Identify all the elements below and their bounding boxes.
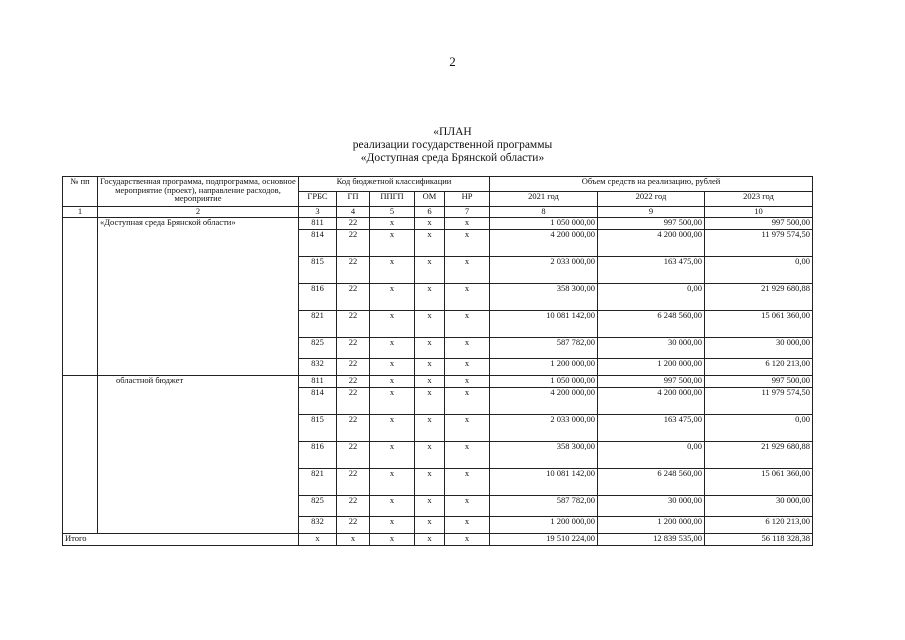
cell-ppgp: х [370,442,415,469]
table-row [63,218,813,230]
col-number-6: 6 [415,207,445,218]
cell-grbs: 825 [299,338,337,359]
cell-grbs: 816 [299,442,337,469]
cell-ppgp: х [370,496,415,517]
cell-y2023: 30 000,00 [705,496,813,517]
cell-y2022: 30 000,00 [598,496,705,517]
total-ppgp: х [370,534,415,546]
cell-y2023: 15 061 360,00 [705,469,813,496]
cell-grbs: 815 [299,415,337,442]
cell-ppgp: х [370,311,415,338]
cell-nr: х [445,496,490,517]
cell-y2022: 0,00 [598,284,705,311]
cell-grbs: 816 [299,284,337,311]
cell-gp: 22 [337,517,370,534]
cell-ppgp: х [370,257,415,284]
total-y2022: 12 839 535,00 [598,534,705,546]
total-nr: х [445,534,490,546]
header-nr: НР [445,192,490,207]
cell-y2021: 10 081 142,00 [490,469,598,496]
header-program: Государственная программа, подпрограмма, основное мероприятие (проект), направление расходов, мероприятие [98,177,299,207]
cell-nr: х [445,284,490,311]
header-row-1 [63,177,813,192]
total-y2023: 56 118 328,38 [705,534,813,546]
col-number-5: 5 [370,207,415,218]
cell-gp: 22 [337,469,370,496]
cell-gp: 22 [337,415,370,442]
cell-om: х [415,257,445,284]
total-label: Итого [63,534,299,546]
cell-om: х [415,469,445,496]
cell-ppgp: х [370,388,415,415]
cell-y2023: 11 979 574,50 [705,230,813,257]
header-year-2021: 2021 год [490,192,598,207]
cell-gp: 22 [337,359,370,376]
cell-y2021: 587 782,00 [490,338,598,359]
cell-om: х [415,388,445,415]
cell-y2021: 1 200 000,00 [490,517,598,534]
col-number-2: 2 [98,207,299,218]
table-row [63,376,813,388]
cell-y2021: 358 300,00 [490,442,598,469]
cell-y2022: 6 248 560,00 [598,469,705,496]
cell-om: х [415,415,445,442]
cell-nr: х [445,442,490,469]
cell-grbs: 814 [299,388,337,415]
cell-y2023: 997 500,00 [705,218,813,230]
cell-om: х [415,284,445,311]
cell-y2022: 1 200 000,00 [598,517,705,534]
cell-y2022: 6 248 560,00 [598,311,705,338]
header-number: № пп [63,177,98,207]
cell-ppgp: х [370,338,415,359]
cell-y2023: 30 000,00 [705,338,813,359]
cell-ppgp: х [370,517,415,534]
cell-ppgp: х [370,469,415,496]
cell-y2022: 0,00 [598,442,705,469]
cell-om: х [415,442,445,469]
cell-y2021: 587 782,00 [490,496,598,517]
cell-ppgp: х [370,415,415,442]
cell-y2023: 15 061 360,00 [705,311,813,338]
cell-grbs: 832 [299,359,337,376]
cell-y2021: 1 050 000,00 [490,218,598,230]
cell-gp: 22 [337,230,370,257]
cell-nr: х [445,218,490,230]
title-line-2: реализации государственной программы [352,139,553,151]
cell-y2022: 997 500,00 [598,376,705,388]
title-line-1: «ПЛАН [433,126,472,138]
cell-grbs: 832 [299,517,337,534]
header-row-numbers [63,207,813,218]
header-gp: ГП [337,192,370,207]
cell-y2021: 4 200 000,00 [490,388,598,415]
cell-om: х [415,311,445,338]
cell-grbs: 825 [299,496,337,517]
cell-y2023: 6 120 213,00 [705,517,813,534]
cell-om: х [415,376,445,388]
program-name-cell: «Доступная среда Брянской области» [98,218,299,376]
cell-y2022: 30 000,00 [598,338,705,359]
cell-ppgp: х [370,359,415,376]
cell-y2023: 11 979 574,50 [705,388,813,415]
header-om: ОМ [415,192,445,207]
title-line-3: «Доступная среда Брянской области» [360,152,545,164]
cell-nr: х [445,517,490,534]
cell-gp: 22 [337,388,370,415]
cell-nr: х [445,388,490,415]
cell-y2021: 4 200 000,00 [490,230,598,257]
cell-nr: х [445,359,490,376]
header-year-2022: 2022 год [598,192,705,207]
col-number-1: 1 [63,207,98,218]
cell-grbs: 811 [299,376,337,388]
cell-om: х [415,338,445,359]
cell-nr: х [445,230,490,257]
cell-y2021: 1 050 000,00 [490,376,598,388]
cell-gp: 22 [337,284,370,311]
cell-y2022: 1 200 000,00 [598,359,705,376]
cell-y2022: 997 500,00 [598,218,705,230]
cell-nr: х [445,338,490,359]
total-grbs: х [299,534,337,546]
cell-om: х [415,496,445,517]
col-number-3: 3 [299,207,337,218]
total-gp: х [337,534,370,546]
plan-table [62,176,813,546]
cell-y2023: 6 120 213,00 [705,359,813,376]
cell-y2023: 0,00 [705,415,813,442]
cell-y2023: 21 929 680,88 [705,284,813,311]
cell-ppgp: х [370,284,415,311]
cell-y2022: 163 475,00 [598,415,705,442]
cell-y2021: 1 200 000,00 [490,359,598,376]
cell-gp: 22 [337,311,370,338]
cell-gp: 22 [337,496,370,517]
cell-om: х [415,218,445,230]
header-ppgp: ППГП [370,192,415,207]
cell-gp: 22 [337,338,370,359]
col-number-7: 7 [445,207,490,218]
cell-grbs: 821 [299,469,337,496]
col-number-10: 10 [705,207,813,218]
cell-gp: 22 [337,376,370,388]
cell-nr: х [445,469,490,496]
total-row [63,534,813,546]
cell-nr: х [445,415,490,442]
cell-grbs: 821 [299,311,337,338]
cell-y2021: 2 033 000,00 [490,415,598,442]
row-number-cell [63,218,98,376]
cell-nr: х [445,311,490,338]
header-amount-group: Объем средств на реализацию, рублей [490,177,813,192]
cell-gp: 22 [337,257,370,284]
col-number-4: 4 [337,207,370,218]
cell-ppgp: х [370,218,415,230]
cell-nr: х [445,376,490,388]
total-om: х [415,534,445,546]
cell-y2021: 358 300,00 [490,284,598,311]
header-year-2023: 2023 год [705,192,813,207]
cell-y2023: 0,00 [705,257,813,284]
cell-ppgp: х [370,230,415,257]
cell-nr: х [445,257,490,284]
cell-gp: 22 [337,442,370,469]
document-title [0,126,905,165]
page-number: 2 [449,54,456,69]
program-name-cell: областной бюджет [98,376,299,534]
cell-y2021: 2 033 000,00 [490,257,598,284]
cell-y2021: 10 081 142,00 [490,311,598,338]
header-grbs: ГРБС [299,192,337,207]
cell-om: х [415,359,445,376]
total-y2021: 19 510 224,00 [490,534,598,546]
cell-grbs: 814 [299,230,337,257]
cell-y2023: 21 929 680,88 [705,442,813,469]
cell-om: х [415,517,445,534]
col-number-8: 8 [490,207,598,218]
col-number-9: 9 [598,207,705,218]
cell-y2022: 4 200 000,00 [598,230,705,257]
cell-y2022: 163 475,00 [598,257,705,284]
cell-grbs: 811 [299,218,337,230]
cell-gp: 22 [337,218,370,230]
cell-y2022: 4 200 000,00 [598,388,705,415]
cell-y2023: 997 500,00 [705,376,813,388]
cell-om: х [415,230,445,257]
row-number-cell [63,376,98,534]
header-code-group: Код бюджетной классификации [299,177,490,192]
cell-ppgp: х [370,376,415,388]
cell-grbs: 815 [299,257,337,284]
